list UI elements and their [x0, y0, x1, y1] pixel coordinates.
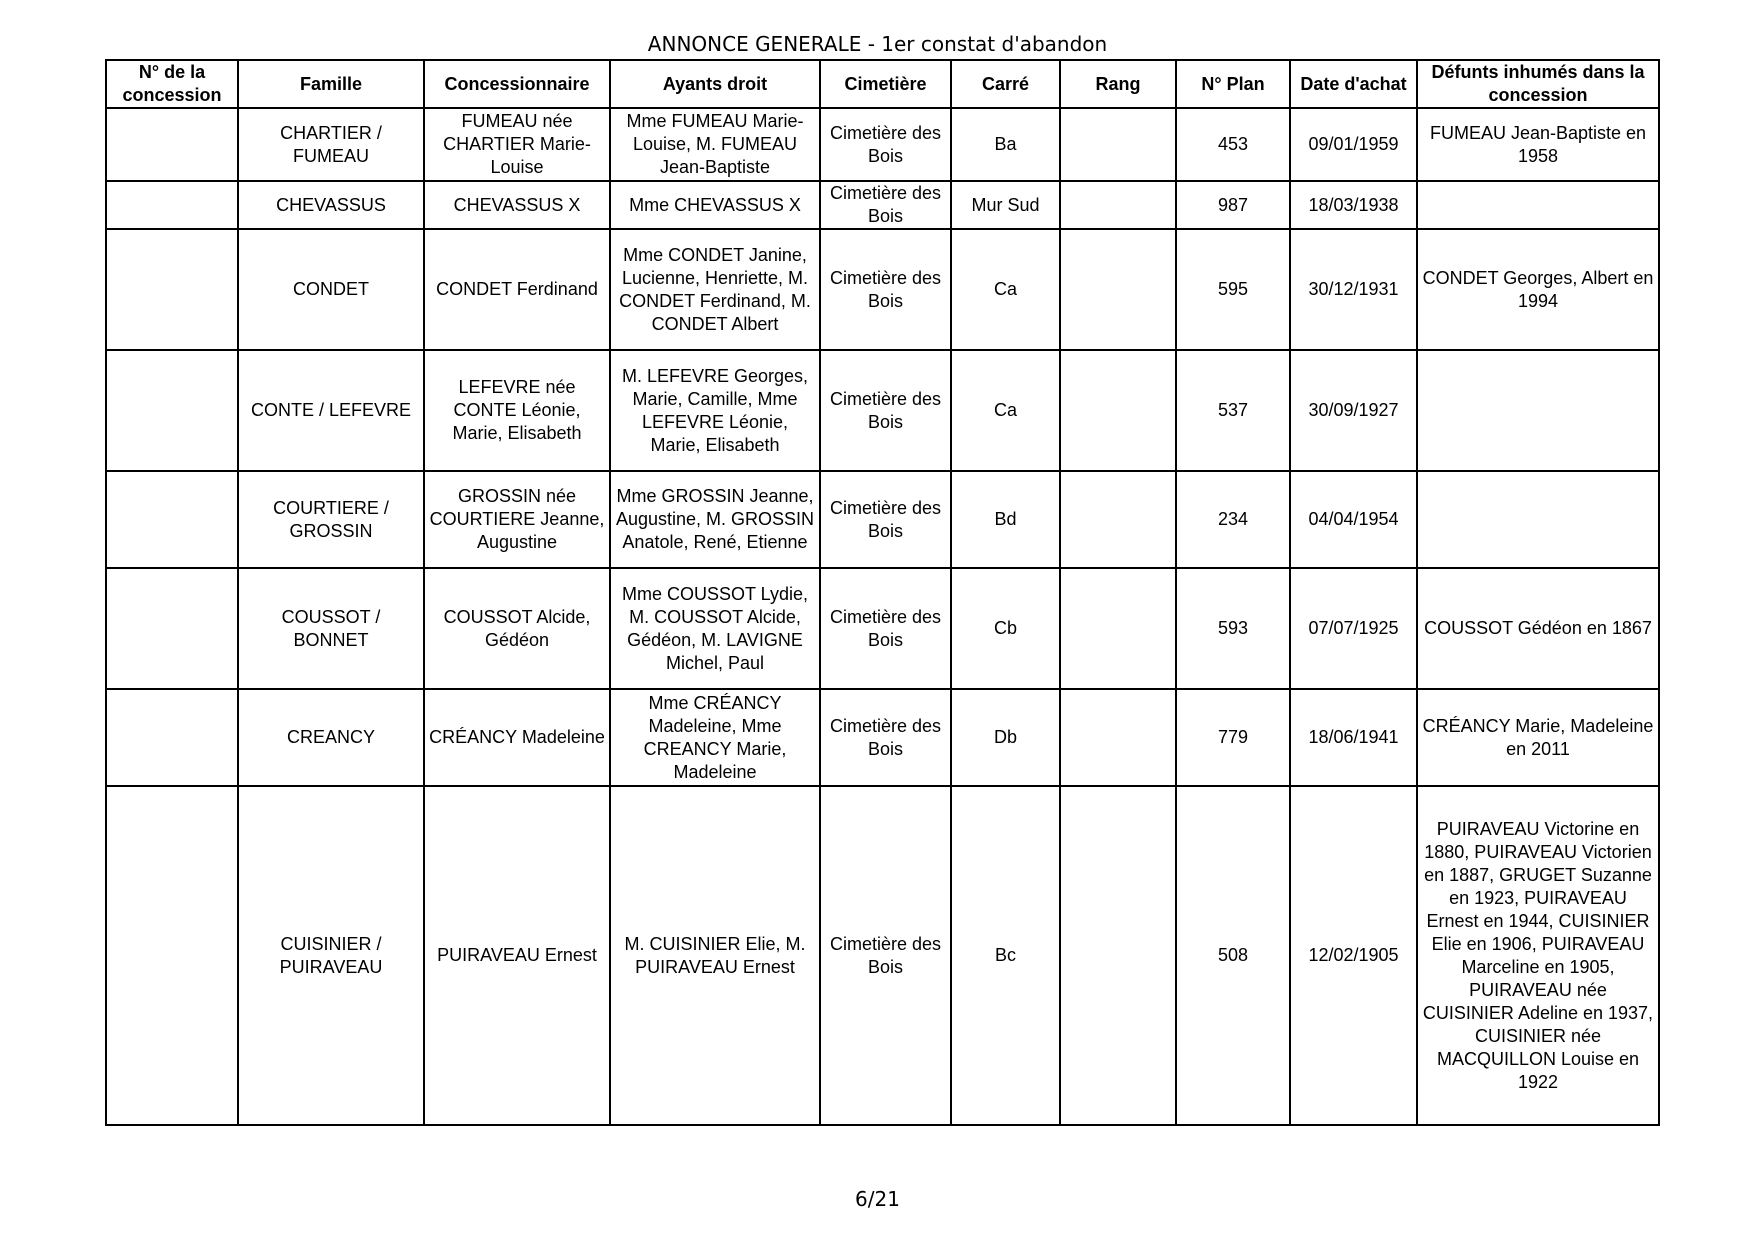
table-row	[106, 108, 1659, 181]
cell-rang	[1060, 181, 1176, 229]
cell-date: 18/06/1941	[1290, 689, 1417, 786]
cell-cimetiere: Cimetière des Bois	[820, 181, 951, 229]
cell-plan: 595	[1176, 229, 1290, 350]
table-row	[106, 471, 1659, 568]
cell-ayants-droit: Mme CRÉANCY Madeleine, Mme CREANCY Marie, Madeleine	[610, 689, 820, 786]
header-row	[106, 60, 1659, 108]
cell-defunts: FUMEAU Jean-Baptiste en 1958	[1417, 108, 1659, 181]
cell-rang	[1060, 689, 1176, 786]
cell-rang	[1060, 568, 1176, 689]
cell-ayants-droit: Mme FUMEAU Marie-Louise, M. FUMEAU Jean-Baptiste	[610, 108, 820, 181]
cell-cimetiere: Cimetière des Bois	[820, 108, 951, 181]
cell-concessionnaire: CHEVASSUS X	[424, 181, 610, 229]
cell-carre: Ca	[951, 350, 1060, 471]
cell-rang	[1060, 786, 1176, 1125]
cell-plan: 508	[1176, 786, 1290, 1125]
cell-date: 30/09/1927	[1290, 350, 1417, 471]
table-row	[106, 229, 1659, 350]
cell-concessionnaire: CONDET Ferdinand	[424, 229, 610, 350]
cell-date: 07/07/1925	[1290, 568, 1417, 689]
cell-famille: CUISINIER / PUIRAVEAU	[238, 786, 424, 1125]
table-row	[106, 786, 1659, 1125]
page-number: 6/21	[855, 1187, 900, 1211]
cell-carre: Cb	[951, 568, 1060, 689]
cell-famille: CONTE / LEFEVRE	[238, 350, 424, 471]
cell-famille: CHEVASSUS	[238, 181, 424, 229]
cell-defunts: COUSSOT Gédéon en 1867	[1417, 568, 1659, 689]
cell-num	[106, 471, 238, 568]
cell-rang	[1060, 108, 1176, 181]
header-cimetiere: Cimetière	[820, 60, 951, 108]
cell-date: 09/01/1959	[1290, 108, 1417, 181]
header-carre: Carré	[951, 60, 1060, 108]
cell-famille: COUSSOT / BONNET	[238, 568, 424, 689]
cell-ayants-droit: M. LEFEVRE Georges, Marie, Camille, Mme LEFEVRE Léonie, Marie, Elisabeth	[610, 350, 820, 471]
cell-famille: CREANCY	[238, 689, 424, 786]
cell-carre: Bc	[951, 786, 1060, 1125]
cell-concessionnaire: PUIRAVEAU Ernest	[424, 786, 610, 1125]
cell-defunts: CONDET Georges, Albert en 1994	[1417, 229, 1659, 350]
cell-carre: Ba	[951, 108, 1060, 181]
cell-concessionnaire: COUSSOT Alcide, Gédéon	[424, 568, 610, 689]
cell-cimetiere: Cimetière des Bois	[820, 229, 951, 350]
cell-concessionnaire: LEFEVRE née CONTE Léonie, Marie, Elisabeth	[424, 350, 610, 471]
header-date: Date d'achat	[1290, 60, 1417, 108]
header-ayants-droit: Ayants droit	[610, 60, 820, 108]
cell-date: 30/12/1931	[1290, 229, 1417, 350]
cell-cimetiere: Cimetière des Bois	[820, 689, 951, 786]
cell-famille: CHARTIER / FUMEAU	[238, 108, 424, 181]
table-row	[106, 568, 1659, 689]
cell-ayants-droit: Mme GROSSIN Jeanne, Augustine, M. GROSSIN Anatole, René, Etienne	[610, 471, 820, 568]
cell-defunts	[1417, 181, 1659, 229]
cell-carre: Bd	[951, 471, 1060, 568]
cell-cimetiere: Cimetière des Bois	[820, 471, 951, 568]
cell-plan: 779	[1176, 689, 1290, 786]
document-title: ANNONCE GENERALE - 1er constat d'abandon	[647, 32, 1108, 56]
cell-num	[106, 568, 238, 689]
cell-concessionnaire: GROSSIN née COURTIERE Jeanne, Augustine	[424, 471, 610, 568]
cell-date: 12/02/1905	[1290, 786, 1417, 1125]
cell-plan: 593	[1176, 568, 1290, 689]
cell-ayants-droit: Mme CONDET Janine, Lucienne, Henriette, M. CONDET Ferdinand, M. CONDET Albert	[610, 229, 820, 350]
cell-defunts	[1417, 350, 1659, 471]
header-plan: N° Plan	[1176, 60, 1290, 108]
cell-rang	[1060, 229, 1176, 350]
cell-cimetiere: Cimetière des Bois	[820, 350, 951, 471]
cell-rang	[1060, 471, 1176, 568]
table-row	[106, 689, 1659, 786]
cell-rang	[1060, 350, 1176, 471]
cell-cimetiere: Cimetière des Bois	[820, 786, 951, 1125]
cell-concessionnaire: CRÉANCY Madeleine	[424, 689, 610, 786]
concession-table	[105, 59, 1660, 1126]
cell-concessionnaire: FUMEAU née CHARTIER Marie-Louise	[424, 108, 610, 181]
cell-num	[106, 181, 238, 229]
cell-num	[106, 229, 238, 350]
cell-num	[106, 689, 238, 786]
cell-carre: Ca	[951, 229, 1060, 350]
cell-defunts	[1417, 471, 1659, 568]
cell-cimetiere: Cimetière des Bois	[820, 568, 951, 689]
cell-famille: COURTIERE / GROSSIN	[238, 471, 424, 568]
cell-defunts: PUIRAVEAU Victorine en 1880, PUIRAVEAU Victorien en 1887, GRUGET Suzanne en 1923, PUIRAVEAU Ernest en 1944, CUISINIER Elie en 1906, PUIRAVEAU Marceline en 1905, PUIRAVEAU née CUISINIER Adeline en 1937, CUISINIER née MACQUILLON Louise en 1922	[1417, 786, 1659, 1125]
cell-plan: 234	[1176, 471, 1290, 568]
cell-carre: Db	[951, 689, 1060, 786]
table-row	[106, 350, 1659, 471]
cell-date: 04/04/1954	[1290, 471, 1417, 568]
cell-num	[106, 350, 238, 471]
table-row	[106, 181, 1659, 229]
header-famille: Famille	[238, 60, 424, 108]
cell-defunts: CRÉANCY Marie, Madeleine en 2011	[1417, 689, 1659, 786]
cell-ayants-droit: Mme COUSSOT Lydie, M. COUSSOT Alcide, Gédéon, M. LAVIGNE Michel, Paul	[610, 568, 820, 689]
cell-ayants-droit: Mme CHEVASSUS X	[610, 181, 820, 229]
header-rang: Rang	[1060, 60, 1176, 108]
cell-plan: 537	[1176, 350, 1290, 471]
cell-famille: CONDET	[238, 229, 424, 350]
cell-plan: 453	[1176, 108, 1290, 181]
header-defunts: Défunts inhumés dans la concession	[1417, 60, 1659, 108]
header-concessionnaire: Concessionnaire	[424, 60, 610, 108]
cell-num	[106, 786, 238, 1125]
cell-ayants-droit: M. CUISINIER Elie, M. PUIRAVEAU Ernest	[610, 786, 820, 1125]
cell-date: 18/03/1938	[1290, 181, 1417, 229]
cell-plan: 987	[1176, 181, 1290, 229]
header-num: N° de la concession	[106, 60, 238, 108]
cell-carre: Mur Sud	[951, 181, 1060, 229]
cell-num	[106, 108, 238, 181]
